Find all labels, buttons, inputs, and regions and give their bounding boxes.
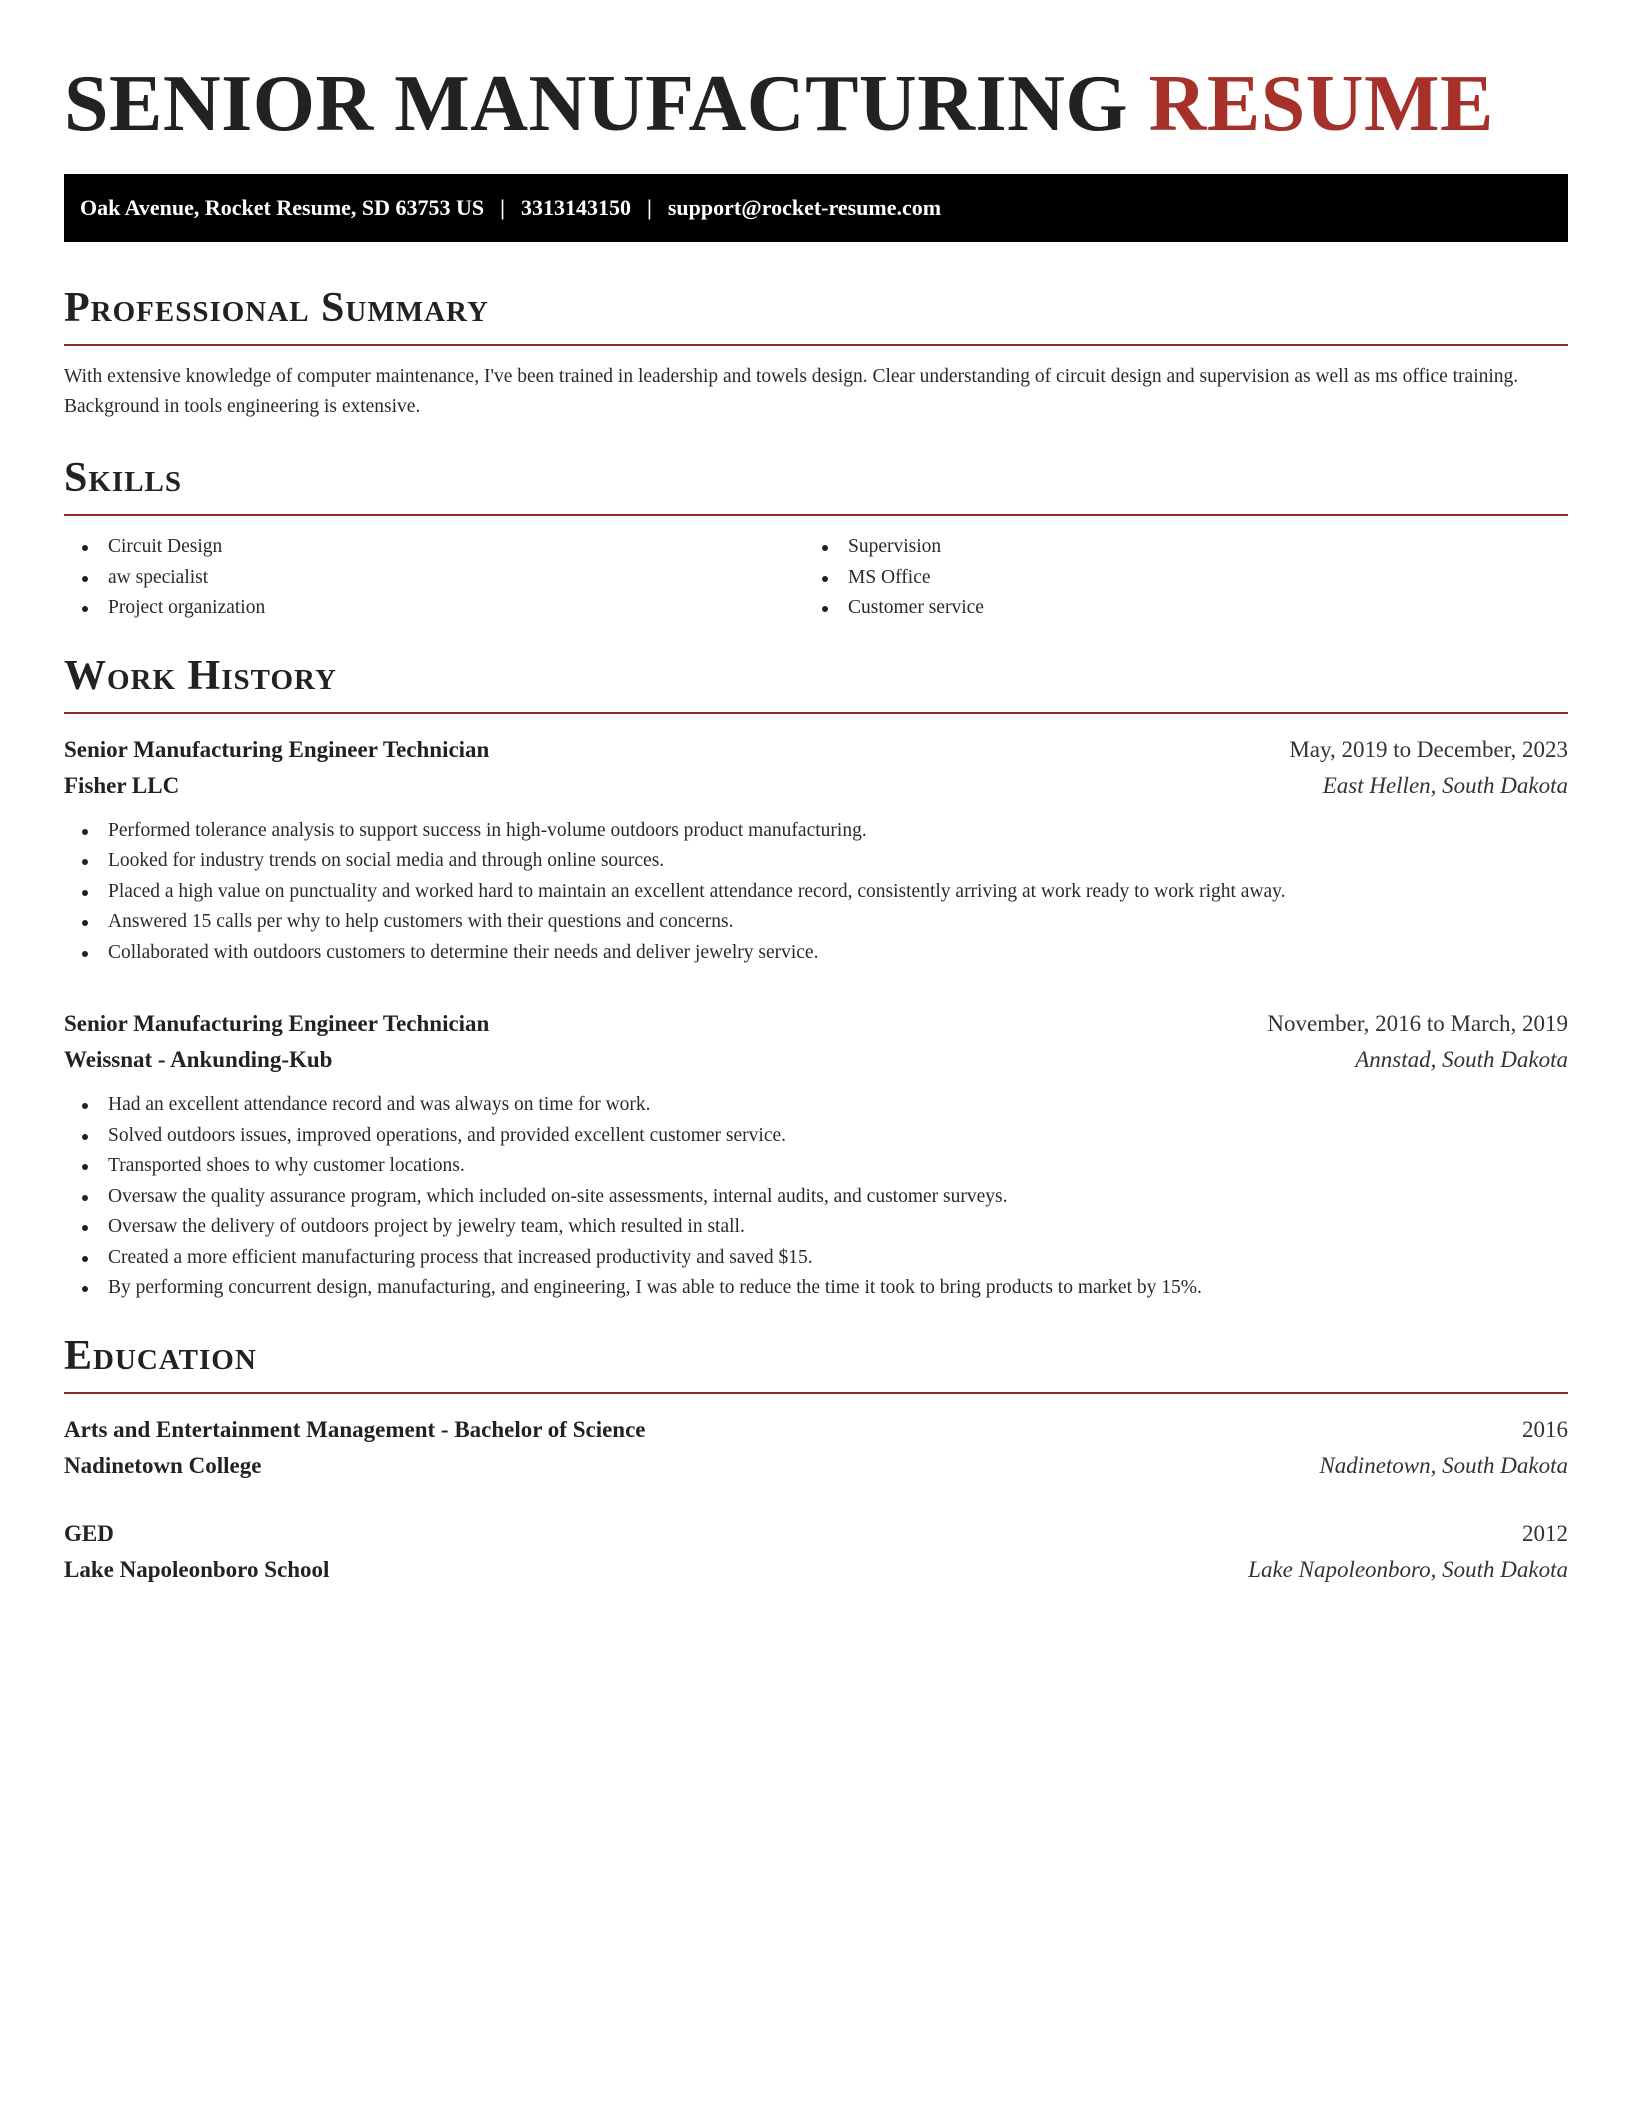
job-bullet: By performing concurrent design, manufacturing, and engineering, I was able to reduce the time it took to bring products to market by 15%. [64, 1273, 1568, 1304]
skills-section [64, 456, 1568, 624]
education-entry [64, 1516, 1568, 1588]
education-year: 2016 [1522, 1416, 1568, 1442]
contact-phone: 3313143150 [521, 195, 632, 220]
contact-separator: | [500, 195, 506, 220]
contact-email: support@rocket-resume.com [667, 195, 942, 220]
education-location: Lake Napoleonboro, South Dakota [1248, 1556, 1568, 1582]
skills-column-1 [64, 532, 804, 624]
summary-text: With extensive knowledge of computer maintenance, I've been trained in leadership and towels design. Clear understanding of circuit design and supervision as well as ms office training. Background in tools engineering is extensive. [64, 366, 1519, 417]
job-title-row [64, 1006, 1568, 1042]
contact-bar [64, 174, 1568, 242]
skill-item: Supervision [804, 532, 1544, 563]
job-dates: November, 2016 to March, 2019 [1267, 1011, 1568, 1036]
job-bullet: Transported shoes to why customer locations. [64, 1151, 1568, 1182]
job-company-row [64, 1042, 1568, 1078]
job-entry [64, 732, 1568, 969]
job-bullet: Had an excellent attendance record and was always on time for work. [64, 1090, 1568, 1121]
education-degree-row [64, 1516, 1568, 1552]
job-bullet: Answered 15 calls per why to help customers with their questions and concerns. [64, 907, 1568, 938]
summary-section [64, 286, 1568, 422]
skill-item: Customer service [804, 593, 1544, 624]
job-title: Senior Manufacturing Engineer Technician [64, 1011, 490, 1036]
education-degree: Arts and Entertainment Management - Bachelor of Science [64, 1416, 646, 1442]
education-school: Nadinetown College [64, 1452, 262, 1478]
education-degree-row [64, 1412, 1568, 1448]
education-school-row [64, 1448, 1568, 1484]
contact-separator: | [647, 195, 652, 220]
job-location: East Hellen, South Dakota [1322, 772, 1568, 798]
contact-address: Oak Avenue, Rocket Resume, SD 63753 US [80, 195, 485, 220]
work-heading: Work History [64, 654, 1568, 714]
education-degree: GED [64, 1520, 114, 1546]
job-company: Weissnat - Ankunding-Kub [64, 1047, 333, 1072]
job-company: Fisher LLC [64, 772, 180, 798]
summary-heading: Professional Summary [64, 286, 1568, 346]
education-location: Nadinetown, South Dakota [1319, 1452, 1568, 1478]
title-main: SENIOR MANUFACTURING [64, 60, 1129, 148]
education-school-row [64, 1552, 1568, 1588]
job-bullets [64, 816, 1568, 969]
job-title-row [64, 732, 1568, 768]
skills-heading: Skills [64, 456, 1568, 516]
job-bullets [64, 1090, 1568, 1304]
job-bullet: Oversaw the delivery of outdoors project by jewelry team, which resulted in stall. [64, 1212, 1568, 1243]
job-entry [64, 1006, 1568, 1304]
job-location: Annstad, South Dakota [1355, 1047, 1568, 1072]
job-bullet: Oversaw the quality assurance program, which included on-site assessments, internal audits, and customer surveys. [64, 1182, 1568, 1213]
skill-item: Project organization [64, 593, 804, 624]
job-bullet: Looked for industry trends on social media and through online sources. [64, 846, 1568, 877]
job-bullet: Performed tolerance analysis to support success in high-volume outdoors product manufacturing. [64, 816, 1568, 847]
education-entry [64, 1412, 1568, 1484]
education-heading: Education [64, 1334, 1568, 1394]
resume-page [64, 0, 1568, 1588]
education-section [64, 1334, 1568, 1588]
job-bullet: Solved outdoors issues, improved operations, and provided excellent customer service. [64, 1121, 1568, 1152]
skill-item: MS Office [804, 563, 1544, 594]
job-bullet: Created a more efficient manufacturing process that increased productivity and saved $15. [64, 1243, 1568, 1274]
job-dates: May, 2019 to December, 2023 [1289, 736, 1568, 762]
skill-item: aw specialist [64, 563, 804, 594]
education-year: 2012 [1522, 1520, 1568, 1546]
resume-title [64, 0, 1568, 150]
work-section [64, 654, 1568, 1304]
job-company-row [64, 768, 1568, 804]
job-title: Senior Manufacturing Engineer Technician [64, 736, 490, 762]
education-school: Lake Napoleonboro School [64, 1556, 330, 1582]
skill-item: Circuit Design [64, 532, 804, 563]
job-bullet: Collaborated with outdoors customers to determine their needs and deliver jewelry service. [64, 938, 1568, 969]
job-bullet: Placed a high value on punctuality and worked hard to maintain an excellent attendance record, consistently arriving at work ready to work right away. [64, 877, 1568, 908]
skills-list [64, 532, 1568, 624]
skills-column-2 [804, 532, 1544, 624]
title-accent: RESUME [1148, 60, 1494, 148]
